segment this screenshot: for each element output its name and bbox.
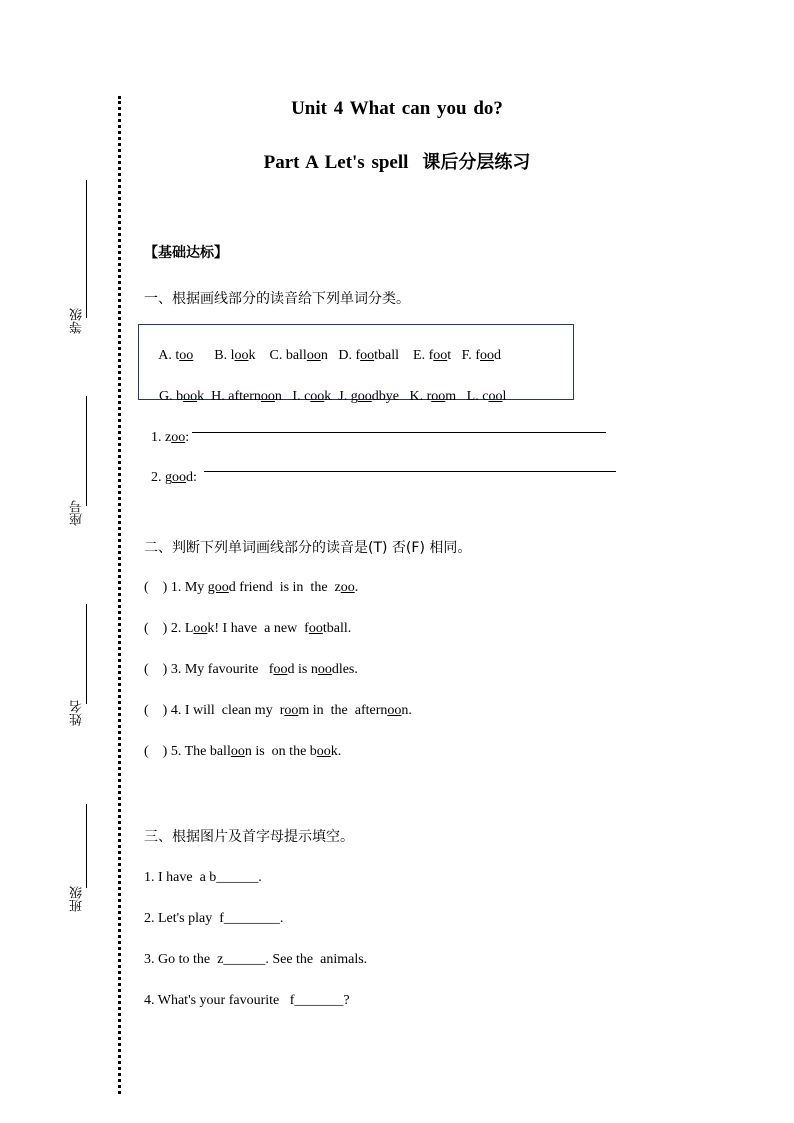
word-option: A. too (158, 348, 194, 363)
word-option: J. goodbye (338, 389, 399, 404)
judge-item-5: ( ) 5. The balloon is on the book. (144, 744, 342, 759)
seat-number-label: 座号 (70, 500, 85, 526)
binding-dotted-line (118, 96, 121, 1094)
word-option: L. cool (466, 389, 507, 404)
word-option: I. cook (292, 389, 332, 404)
page-title: Unit 4 What can you do? (291, 98, 503, 119)
name-label: 姓名 (70, 700, 85, 726)
grade-field-line[interactable] (86, 180, 87, 318)
subtitle-english: Part A Let's spell (263, 152, 409, 173)
word-option: K. room (409, 389, 457, 404)
judge-item-2: ( ) 2. Look! I have a new football. (144, 621, 352, 636)
subtitle-chinese: 课后分层练习 (422, 152, 531, 173)
answer-parens[interactable]: ( ) (144, 621, 168, 636)
answer-parens[interactable]: ( ) (144, 662, 168, 677)
page-subtitle (0, 148, 794, 174)
word-bank-box (138, 324, 574, 404)
word-option: H. afternoon (211, 389, 282, 404)
fill-item-1[interactable]: 1. I have a b______. (144, 870, 262, 885)
fill-item-3[interactable]: 3. Go to the z______. See the animals. (144, 952, 368, 967)
section2-heading: 二、判断下列单词画线部分的读音是(T) 否(F) 相同。 (144, 540, 472, 556)
word-option: B. look (214, 348, 256, 363)
section3-heading: 三、根据图片及首字母提示填空。 (144, 829, 354, 845)
answer-line-1: 1. zoo: (151, 430, 190, 445)
word-option: G. book (159, 389, 205, 404)
answer-parens[interactable]: ( ) (144, 703, 168, 718)
word-option: F. food (461, 348, 501, 363)
judge-item-1: ( ) 1. My good friend is in the zoo. (144, 580, 359, 595)
answer-blank-2[interactable] (204, 471, 616, 472)
word-option: E. foot (413, 348, 452, 363)
fill-item-2[interactable]: 2. Let's play f________. (144, 911, 284, 926)
class-label: 班级 (70, 886, 85, 912)
answer-line-2: 2. good: (151, 470, 197, 485)
section1-heading: 一、根据画线部分的读音给下列单词分类。 (144, 291, 410, 307)
level-tag: 【基础达标】 (144, 245, 228, 261)
name-field-line[interactable] (86, 604, 87, 704)
seat-number-field-line[interactable] (86, 396, 87, 506)
fill-item-4[interactable]: 4. What's your favourite f_______? (144, 993, 350, 1008)
class-field-line[interactable] (86, 804, 87, 888)
grade-label: 等级 (70, 308, 85, 334)
answer-parens[interactable]: ( ) (144, 580, 168, 595)
judge-item-4: ( ) 4. I will clean my room in the afternoon. (144, 703, 412, 718)
answer-parens[interactable]: ( ) (144, 744, 168, 759)
answer-blank-1[interactable] (192, 432, 606, 433)
word-bank-row-2 (145, 373, 506, 421)
judge-item-3: ( ) 3. My favourite food is noodles. (144, 662, 358, 677)
word-option: C. balloon (269, 348, 328, 363)
word-option: D. football (338, 348, 400, 363)
